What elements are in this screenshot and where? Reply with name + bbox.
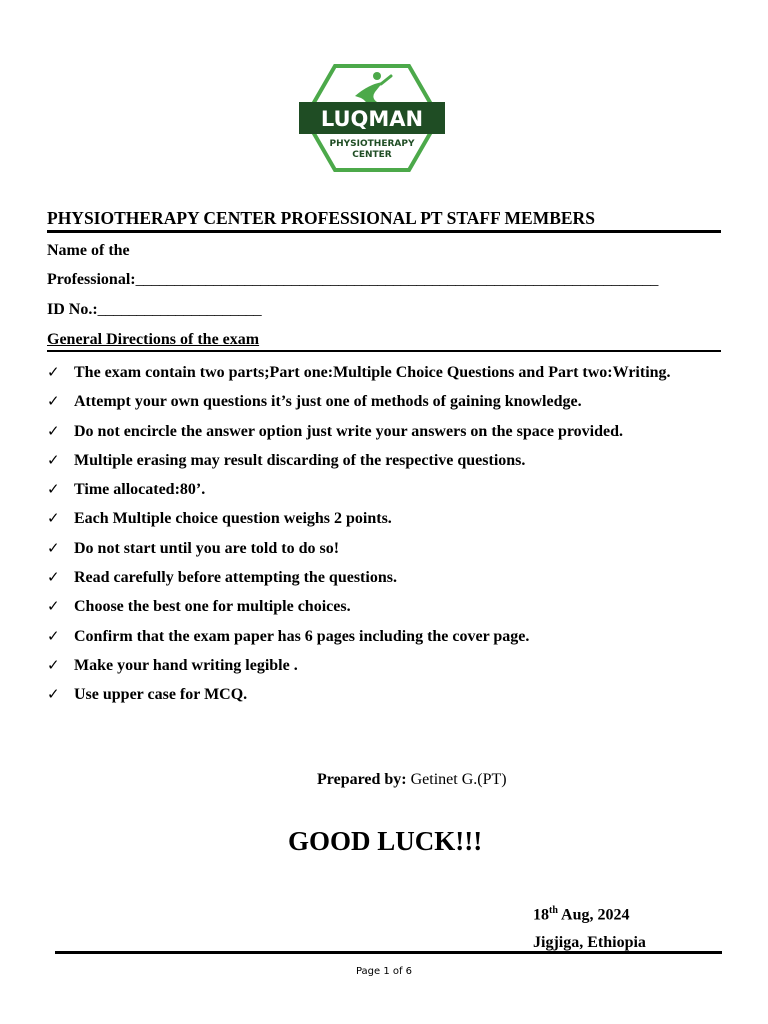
check-icon: ✓	[47, 655, 60, 674]
name-blank: ___________________________________________________________________	[135, 271, 659, 288]
direction-item: ✓ Each Multiple choice question weighs 2 points.	[47, 504, 727, 533]
logo-line1: PHYSIOTHERAPY	[329, 139, 415, 149]
check-icon: ✓	[47, 626, 60, 645]
direction-item: ✓ Choose the best one for multiple choices.	[47, 592, 727, 621]
check-icon: ✓	[47, 597, 60, 616]
good-luck-heading: GOOD LUCK!!!	[288, 826, 483, 856]
check-icon: ✓	[47, 538, 60, 557]
check-icon: ✓	[47, 509, 60, 528]
direction-item: ✓ Attempt your own questions it’s just one of methods of gaining knowledge.	[47, 387, 727, 416]
check-icon: ✓	[47, 568, 60, 587]
prepared-by	[317, 771, 507, 789]
direction-item: ✓ Time allocated:80’.	[47, 475, 727, 504]
direction-item: ✓ Read carefully before attempting the questions.	[47, 563, 727, 592]
direction-item: ✓ The exam contain two parts;Part one:Multiple Choice Questions and Part two:Writing.	[47, 358, 727, 387]
prepared-by-name: Getinet G.(PT)	[406, 771, 507, 788]
date-day: 18	[533, 906, 549, 924]
check-icon: ✓	[47, 363, 60, 381]
direction-item: ✓ Multiple erasing may result discarding of the respective questions.	[47, 446, 727, 475]
prepared-by-label: Prepared by:	[317, 771, 407, 788]
check-icon: ✓	[47, 685, 60, 704]
exam-place: Jigjiga, Ethiopia	[533, 934, 646, 951]
date-rest: Aug, 2024	[557, 906, 630, 924]
direction-item: ✓ Make your hand writing legible .	[47, 651, 727, 680]
directions-list	[47, 358, 727, 710]
date-suffix: th	[549, 905, 558, 916]
section-title	[47, 330, 721, 352]
logo-emblem	[295, 62, 449, 174]
logo-brand: LUQMAN	[320, 107, 424, 131]
page-number: Page 1 of 6	[355, 966, 413, 977]
direction-item: ✓ Do not start until you are told to do so!	[47, 534, 727, 563]
name-label: Professional:	[47, 271, 136, 288]
direction-item: ✓ Do not encircle the answer option just write your answers on the space provided.	[47, 417, 727, 446]
id-field	[47, 300, 261, 320]
direction-item: ✓ Confirm that the exam paper has 6 pages including the cover page.	[47, 622, 727, 651]
name-label-line1: Name of the	[47, 242, 130, 259]
footer-divider	[55, 951, 722, 954]
document-title: PHYSIOTHERAPY CENTER PROFESSIONAL PT STAFF MEMBERS	[47, 207, 721, 233]
check-icon: ✓	[47, 421, 60, 440]
check-icon: ✓	[47, 450, 60, 469]
check-icon: ✓	[47, 392, 60, 411]
direction-item: ✓ Use upper case for MCQ.	[47, 680, 727, 709]
luqman-logo	[295, 62, 449, 174]
exam-date	[533, 905, 629, 924]
figure-head-icon	[373, 72, 381, 80]
id-blank: _____________________	[97, 301, 262, 318]
name-field	[47, 270, 658, 290]
id-label: ID No.:	[47, 301, 98, 318]
check-icon: ✓	[47, 480, 60, 499]
logo-line2: CENTER	[352, 150, 392, 160]
section-title-text: General Directions of the exam	[47, 331, 260, 348]
